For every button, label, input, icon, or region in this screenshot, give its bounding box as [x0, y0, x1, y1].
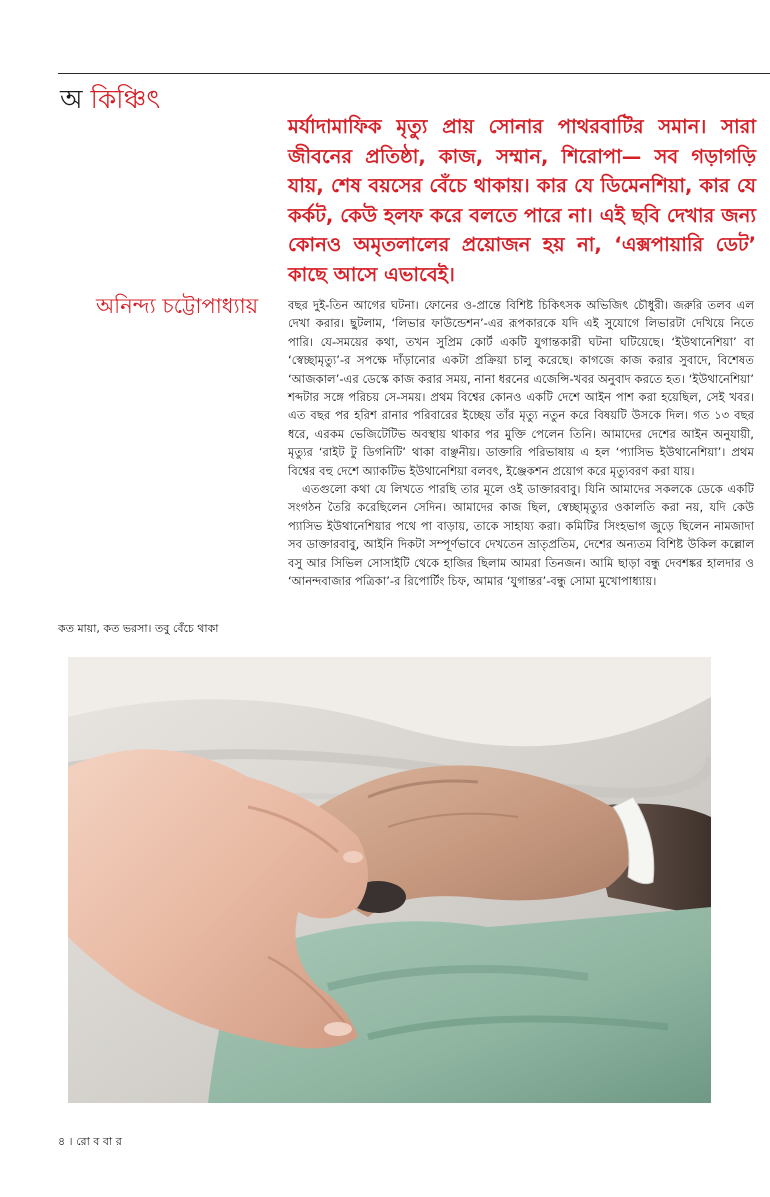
section-header	[60, 84, 160, 116]
magazine-name: রো ব বা র	[76, 1135, 122, 1148]
photo-caption: কত মায়া, কত ভরসা। তবু বেঁচে থাকা	[58, 622, 219, 635]
section-name: কিঞ্চিৎ	[90, 85, 161, 115]
page-footer	[58, 1135, 122, 1149]
footer-separator: ।	[68, 1135, 73, 1148]
article-paragraph: এতগুলো কথা যে লিখতে পারছি তার মূলে ওই ডাক্তারবাবু। যিনি আমাদের সকলকে ডেকে একটি সংগঠন তৈরি করেছিলেন সেদিন। আমাদের কাজ ছিল, স্বেচ্ছামৃত্যুর ওকালতি করা নয়, যদি কেউ প্যাসিভ ইউথানেশিয়ার পথে পা বাড়ায়, তাকে সাহায্য করা। কমিটির সিংহভাগ জুড়ে ছিলেন নামজাদা সব ডাক্তারবাবু, আইনি দিকটা সম্পূর্ণভাবে দেখতেন ভ্রাতৃপ্রতিম, দেশের অন্যতম বিশিষ্ট উকিল কল্লোল বসু আর সিভিল সোসাইটি থেকে হাজির ছিলাম আমরা তিনজন। আমি ছাড়া বন্ধু দেবশঙ্কর হালদার ও ‘আনন্দবাজার পত্রিকা’-র রিপোর্টিং চিফ, আমার ‘যুগান্তর’-বন্ধু সোমা মুখোপাধ্যায়।	[288, 482, 754, 589]
article-paragraph: বছর দুই-তিন আগের ঘটনা। ফোনের ও-প্রান্তে বিশিষ্ট চিকিৎসক অভিজিৎ চৌধুরী। জরুরি তলব এল দেখা করার। ছুটলাম, ‘লিভার ফাউন্ডেশন’-এর রূপকারকে যদি এই সুযোগে লিভারটা দেখিয়ে নিতে পারি। যে-সময়ের কথা, তখন সুপ্রিম কোর্ট একটি যুগান্তকারী ঘটনা ঘটিয়েছে। ‘ইউথানেশিয়া’ বা ‘স্বেচ্ছামৃত্যু’-র সপক্ষে দাঁড়ানোর একটা প্রক্রিয়া চালু করেছে। কাগজে কাজ করার সুবাদে, বিশেষত ‘আজকাল’-এর ডেস্কে কাজ করার সময়, নানা ধরনের এজেন্সি-খবর অনুবাদ করতে হত। ‘ইউথানেশিয়া’ শব্দটার সঙ্গে পরিচয় সে-সময়। প্রথম বিশ্বের কোনও একটি দেশে আইন পাশ করা হয়েছিল, সেই খবর। এত বছর পর হরিশ রানার পরিবারের ইচ্ছেয় তাঁর মৃত্যু নতুন করে বিষয়টি উসকে দিল। গত ১৩ বছর ধরে, এরকম ভেজিটেটিভ অবস্থায় থাকার পর মুক্তি পেলেন তিনি। আমাদের দেশের আইন অনুযায়ী, মৃত্যুর ‘রাইট টু ডিগনিটি’ থাকা বাঞ্ছনীয়। ডাক্তারি পরিভাষায় এ হল ‘প্যাসিভ ইউথানেশিয়া’। প্রথম বিশ্বের বহু দেশে অ্যাকটিভ ইউথানেশিয়া বলবৎ, ইঞ্জেকশন প্রয়োগ করে মৃত্যুবরণ করা যায়।	[288, 298, 754, 478]
section-prefix: অ	[60, 85, 83, 115]
holding-hands-illustration	[68, 657, 711, 1103]
author-byline: অনিন্দ্য চট্টোপাধ্যায়	[96, 294, 259, 318]
holding-hands-photo	[68, 657, 711, 1103]
pull-quote: মর্যাদামাফিক মৃত্যু প্রায় সোনার পাথরবাটির সমান। সারা জীবনের প্রতিষ্ঠা, কাজ, সম্মান, শিরোপা— সব গড়াগড়ি যায়, শেষ বয়সের বেঁচে থাকায়। কার যে ডিমেনশিয়া, কার যে কর্কট, কেউ হলফ করে বলতে পারে না। এই ছবি দেখার জন্য কোনও অমৃতলালের প্রয়োজন হয় না, ‘এক্সপায়ারি ডেট’ কাছে আসে এভাবেই।	[288, 115, 756, 286]
page-number: ৪	[58, 1135, 66, 1148]
article-body	[288, 296, 754, 591]
top-rule	[58, 73, 770, 74]
